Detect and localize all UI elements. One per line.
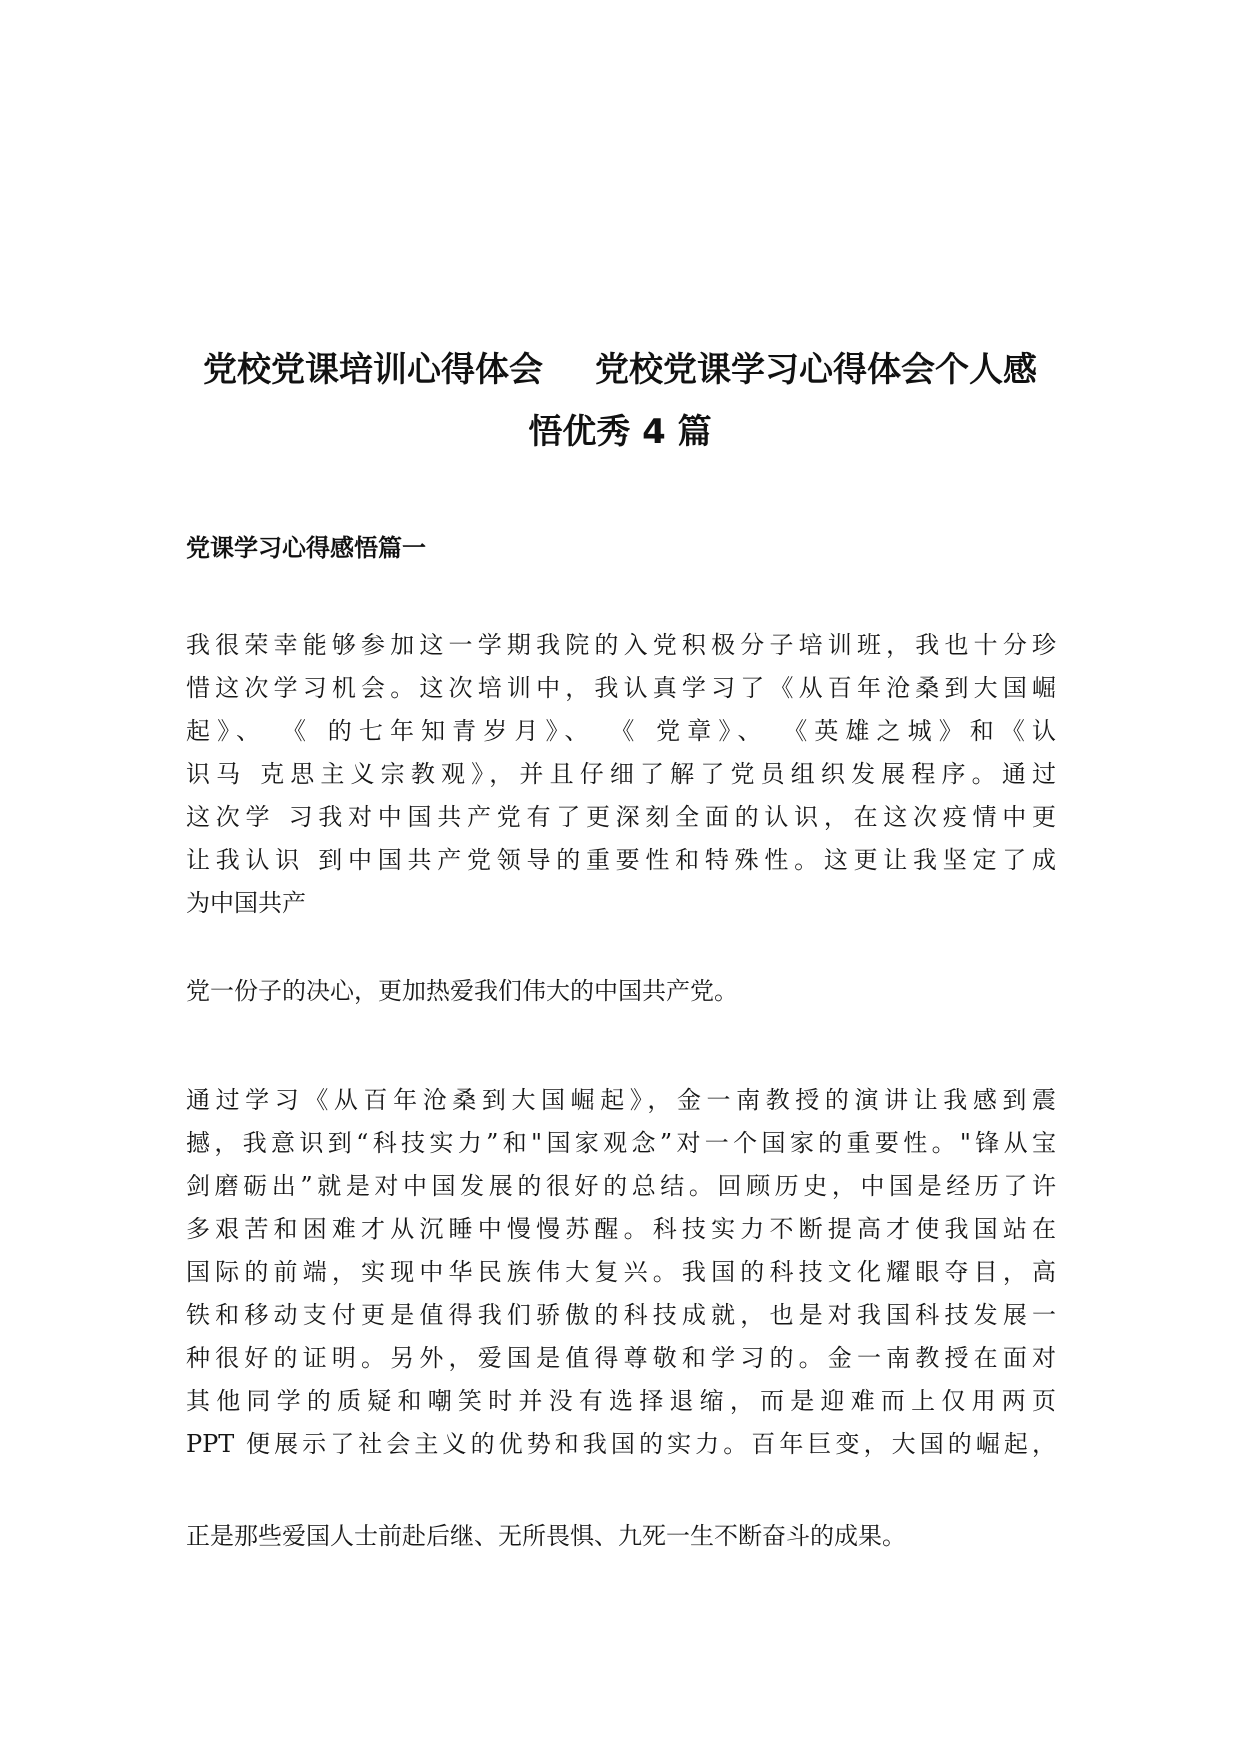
paragraph-2-line: 种很好的证明。另外，爱国是值得尊敬和学习的。金一南教授在面对	[186, 1344, 1056, 1372]
title-part-1: 党校党课培训心得体会	[203, 350, 543, 390]
paragraph-1-continuation-line: 党一份子的决心，更加热爱我们伟大的中国共产党。	[186, 977, 738, 1005]
paragraph-1-line: 让我认识 到中国共产党领导的重要性和特殊性。这更让我坚定了成	[186, 846, 1056, 874]
paragraph-2-line: 铁和移动支付更是值得我们骄傲的科技成就，也是对我国科技发展一	[186, 1301, 1056, 1329]
paragraph-2-line: 其他同学的质疑和嘲笑时并没有选择退缩，而是迎难而上仅用两页	[186, 1387, 1056, 1415]
paragraph-2-continuation-line: 正是那些爱国人士前赴后继、无所畏惧、九死一生不断奋斗的成果。	[186, 1522, 906, 1550]
paragraph-2-line: 国际的前端，实现中华民族伟大复兴。我国的科技文化耀眼夺目，高	[186, 1258, 1056, 1286]
paragraph-2-line: 剑磨砺出”就是对中国发展的很好的总结。回顾历史，中国是经历了许	[186, 1172, 1056, 1200]
paragraph-1-line: 这次学 习我对中国共产党有了更深刻全面的认识，在这次疫情中更	[186, 803, 1056, 831]
paragraph-2-line: 撼，我意识到“科技实力”和"国家观念”对一个国家的重要性。"锋从宝	[186, 1129, 1056, 1157]
title-part-2: 党校党课学习心得体会个人感	[595, 350, 1037, 390]
document-title-line-2: 悟优秀 4 篇	[528, 412, 712, 452]
paragraph-1-line: 惜这次学习机会。这次培训中，我认真学习了《从百年沧桑到大国崛	[186, 674, 1056, 702]
section-heading: 党课学习心得感悟篇一	[186, 534, 426, 562]
paragraph-2	[186, 1079, 1056, 1466]
paragraph-1	[186, 624, 1056, 925]
document-title-line-1	[150, 342, 1090, 391]
paragraph-1-continuation	[186, 970, 1056, 1013]
paragraph-1-line: 识马 克思主义宗教观》，并且仔细了解了党员组织发展程序。通过	[186, 760, 1056, 788]
paragraph-1-line: 我很荣幸能够参加这一学期我院的入党积极分子培训班，我也十分珍	[186, 631, 1056, 659]
paragraph-1-line: 起》、 《 的七年知青岁月》、 《 党章》、 《英雄之城》和《认	[186, 717, 1056, 745]
paragraph-1-line: 为中国共产	[186, 889, 306, 917]
paragraph-2-line: PPT 便展示了社会主义的优势和我国的实力。百年巨变，大国的崛起，	[186, 1430, 1056, 1458]
paragraph-2-line: 通过学习《从百年沧桑到大国崛起》，金一南教授的演讲让我感到震	[186, 1086, 1056, 1114]
paragraph-2-line: 多艰苦和困难才从沉睡中慢慢苏醒。科技实力不断提高才使我国站在	[186, 1215, 1056, 1243]
paragraph-2-continuation	[186, 1515, 1056, 1558]
